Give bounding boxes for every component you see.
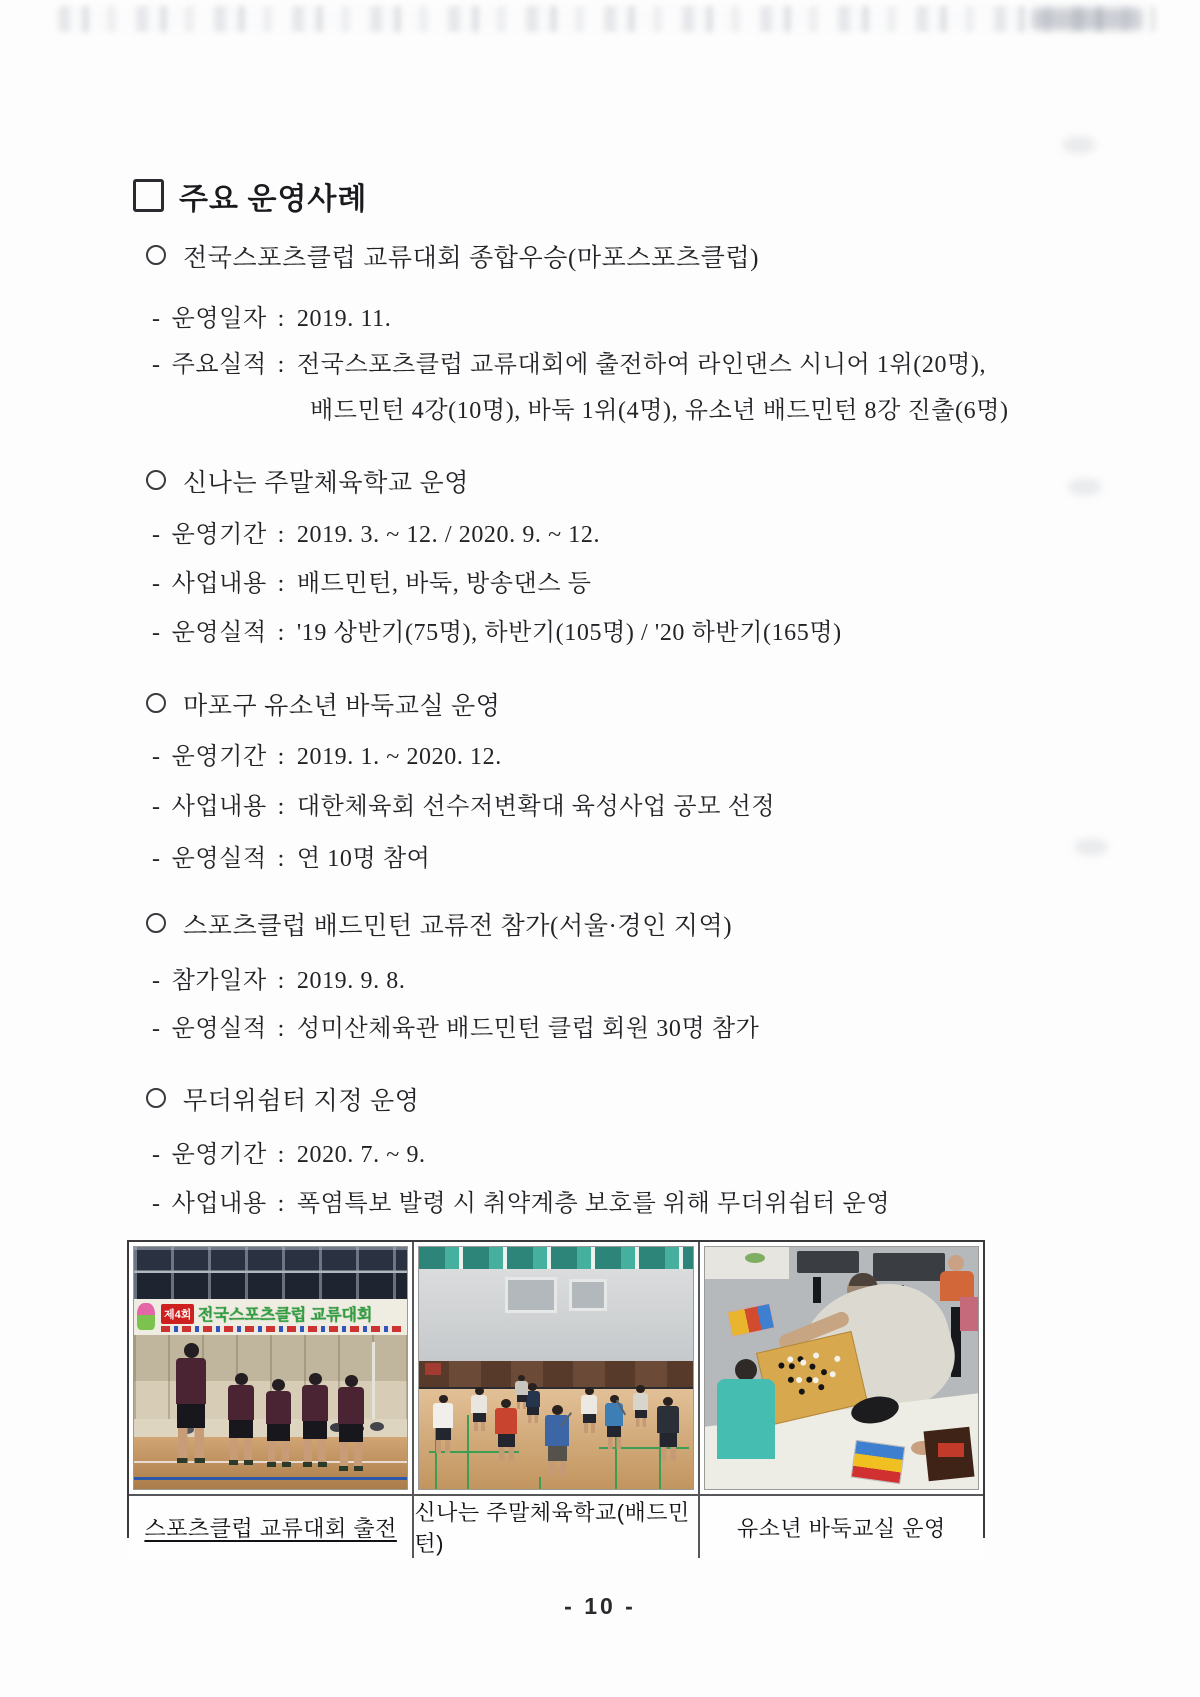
dash: - xyxy=(152,1142,161,1168)
photo-cell xyxy=(698,1242,983,1494)
dash: - xyxy=(152,352,161,378)
kid-figure xyxy=(657,1397,679,1461)
colon: : xyxy=(277,306,285,332)
dash: - xyxy=(152,571,161,597)
scan-bleed-artifact xyxy=(58,6,1156,32)
detail-value: 2019. 11. xyxy=(296,306,392,332)
detail-line xyxy=(152,563,592,598)
photo-row xyxy=(129,1242,983,1494)
detail-line xyxy=(152,514,600,549)
circle-bullet-icon xyxy=(146,245,166,265)
detail-line xyxy=(152,612,842,647)
colon: : xyxy=(277,620,285,646)
gym-clerestory-windows xyxy=(419,1247,692,1269)
detail-label: 운영실적 xyxy=(171,1016,267,1042)
circle-bullet-icon xyxy=(146,470,166,490)
detail-line xyxy=(152,1134,426,1169)
kid-head xyxy=(735,1359,757,1381)
kid-figure xyxy=(515,1375,528,1409)
section-heading xyxy=(146,906,732,942)
section-heading-text: 스포츠클럽 배드민턴 교류전 참가(서울·경인 지역) xyxy=(183,913,733,940)
detail-line xyxy=(152,838,430,873)
colon: : xyxy=(277,571,285,597)
section-heading xyxy=(146,1081,419,1117)
kid-figure xyxy=(433,1395,453,1453)
dash: - xyxy=(152,794,161,820)
photo-caption-cell xyxy=(698,1496,983,1558)
scan-edge-mark xyxy=(1062,136,1096,154)
page-title-text: 주요 운영사례 xyxy=(179,183,368,216)
colon: : xyxy=(277,522,285,548)
detail-value: 2020. 7. ~ 9. xyxy=(296,1142,426,1168)
page-number: - 10 - xyxy=(564,1593,636,1619)
detail-label: 참가일자 xyxy=(171,968,267,994)
section-heading-text: 전국스포츠클럽 교류대회 종합우승(마포스포츠클럽) xyxy=(183,245,760,272)
photo-caption-cell xyxy=(129,1496,412,1558)
detail-line xyxy=(152,736,502,771)
detail-label: 운영기간 xyxy=(171,522,267,548)
detail-label: 사업내용 xyxy=(171,571,267,597)
classroom-desk xyxy=(873,1253,945,1281)
player-figure xyxy=(338,1375,364,1471)
photo-club-competition xyxy=(133,1246,408,1490)
detail-continuation: 배드민턴 4강(10명), 바둑 1위(4명), 유소년 배드민턴 8강 진출(6명) xyxy=(310,398,1009,424)
gym-window-grid xyxy=(134,1247,407,1299)
photo-caption: 신나는 주말체육학교(배드민턴) xyxy=(414,1500,690,1556)
detail-value: 연 10명 참여 xyxy=(296,846,431,872)
detail-label: 운영기간 xyxy=(171,744,267,770)
scan-edge-mark xyxy=(1068,478,1102,496)
detail-label: 사업내용 xyxy=(171,794,267,820)
colon: : xyxy=(277,794,285,820)
kid-figure xyxy=(471,1387,487,1431)
colon: : xyxy=(277,1142,285,1168)
circle-bullet-icon xyxy=(146,913,166,933)
dash: - xyxy=(152,846,161,872)
kid-figure xyxy=(545,1405,569,1477)
photo-caption: 스포츠클럽 교류대회 출전 xyxy=(144,1515,397,1541)
dash: - xyxy=(152,968,161,994)
banner-title: 전국스포츠클럽 교류대회 xyxy=(198,1307,373,1324)
wall-band xyxy=(419,1361,692,1389)
detail-line xyxy=(152,1183,890,1218)
square-bullet-icon xyxy=(133,179,164,212)
scan-edge-mark xyxy=(1074,838,1108,856)
dash: - xyxy=(152,1191,161,1217)
section-heading-text: 마포구 유소년 바둑교실 운영 xyxy=(183,693,501,720)
colon: : xyxy=(277,744,285,770)
photo-table xyxy=(127,1240,985,1556)
colon: : xyxy=(277,968,285,994)
section-heading xyxy=(146,463,469,499)
section-heading xyxy=(146,238,759,274)
wall-window xyxy=(569,1279,607,1311)
detail-line xyxy=(152,960,405,995)
banner-mascot xyxy=(137,1303,155,1330)
detail-value: 폭염특보 발령 시 취약계층 보호를 위해 무더위쉼터 운영 xyxy=(296,1191,891,1217)
player-figure xyxy=(266,1379,291,1467)
page-title xyxy=(133,174,367,218)
detail-value: 전국스포츠클럽 교류대회에 출전하여 라인댄스 시니어 1위(20명), xyxy=(296,352,987,378)
detail-label: 운영실적 xyxy=(171,846,267,872)
detail-label: 운영일자 xyxy=(171,306,267,332)
section-heading xyxy=(146,686,501,722)
detail-value: 성미산체육관 배드민턴 클럽 회원 30명 참가 xyxy=(296,1016,760,1042)
dash: - xyxy=(152,522,161,548)
detail-line xyxy=(152,344,986,379)
classroom-desk xyxy=(797,1251,859,1273)
detail-value: 배드민턴, 바둑, 방송댄스 등 xyxy=(296,571,592,597)
banner-subtext-strip xyxy=(161,1326,404,1332)
photo-caption: 유소년 바둑교실 운영 xyxy=(736,1515,946,1541)
detail-label: 운영기간 xyxy=(171,1142,267,1168)
photo-cell xyxy=(412,1242,697,1494)
kid-head xyxy=(948,1255,964,1271)
event-banner xyxy=(134,1299,407,1335)
wall-window xyxy=(505,1277,557,1313)
detail-value: 대한체육회 선수저변확대 육성사업 공모 선정 xyxy=(296,794,776,820)
photo-cell xyxy=(129,1242,412,1494)
detail-line xyxy=(152,786,775,821)
caption-row xyxy=(129,1494,983,1558)
detail-label: 운영실적 xyxy=(171,620,267,646)
court-line xyxy=(539,1477,541,1490)
circle-bullet-icon xyxy=(146,1088,166,1108)
photo-weekend-sports-school xyxy=(418,1246,693,1490)
colon: : xyxy=(277,352,285,378)
detail-line xyxy=(152,298,391,333)
snack-pack xyxy=(850,1440,905,1485)
wall-poster xyxy=(425,1363,441,1375)
dash: - xyxy=(152,620,161,646)
white-stones xyxy=(786,1356,793,1363)
black-stones xyxy=(777,1362,784,1369)
desk-sign xyxy=(745,1253,765,1263)
white-desk xyxy=(705,1247,789,1279)
detail-label: 사업내용 xyxy=(171,1191,267,1217)
dash: - xyxy=(152,1016,161,1042)
colon: : xyxy=(277,1016,285,1042)
detail-value: 2019. 3. ~ 12. / 2020. 9. ~ 12. xyxy=(296,522,601,548)
detail-value: '19 상반기(75명), 하반기(105명) / '20 하반기(165명) xyxy=(296,620,842,646)
section-heading-text: 신나는 주말체육학교 운영 xyxy=(183,470,469,497)
kid-figure xyxy=(605,1395,623,1449)
player-figure xyxy=(228,1373,254,1465)
adult-pink-shirt xyxy=(960,1297,978,1331)
kid-figure xyxy=(581,1387,597,1433)
detail-label: 주요실적 xyxy=(171,352,267,378)
kid-figure xyxy=(633,1385,648,1427)
colon: : xyxy=(277,1191,285,1217)
banner-badge: 제4회 xyxy=(161,1304,194,1324)
court-line-blue xyxy=(134,1477,407,1480)
scan-bleed-artifact-right xyxy=(1032,8,1142,30)
dash: - xyxy=(152,744,161,770)
snack-box-label xyxy=(938,1443,964,1457)
dash: - xyxy=(152,306,161,332)
chair-leg xyxy=(813,1277,821,1303)
player-figure xyxy=(302,1373,328,1467)
kid-teal-shirt xyxy=(717,1379,775,1459)
circle-bullet-icon xyxy=(146,693,166,713)
detail-line xyxy=(152,1008,759,1043)
section-heading-text: 무더위쉼터 지정 운영 xyxy=(183,1088,420,1115)
colon: : xyxy=(277,846,285,872)
detail-value: 2019. 9. 8. xyxy=(296,968,406,994)
photo-caption-cell xyxy=(412,1496,697,1558)
detail-value: 2019. 1. ~ 2020. 12. xyxy=(296,744,502,770)
player-figure xyxy=(176,1343,206,1463)
kid-figure xyxy=(495,1399,517,1461)
photo-baduk-class xyxy=(704,1246,979,1490)
